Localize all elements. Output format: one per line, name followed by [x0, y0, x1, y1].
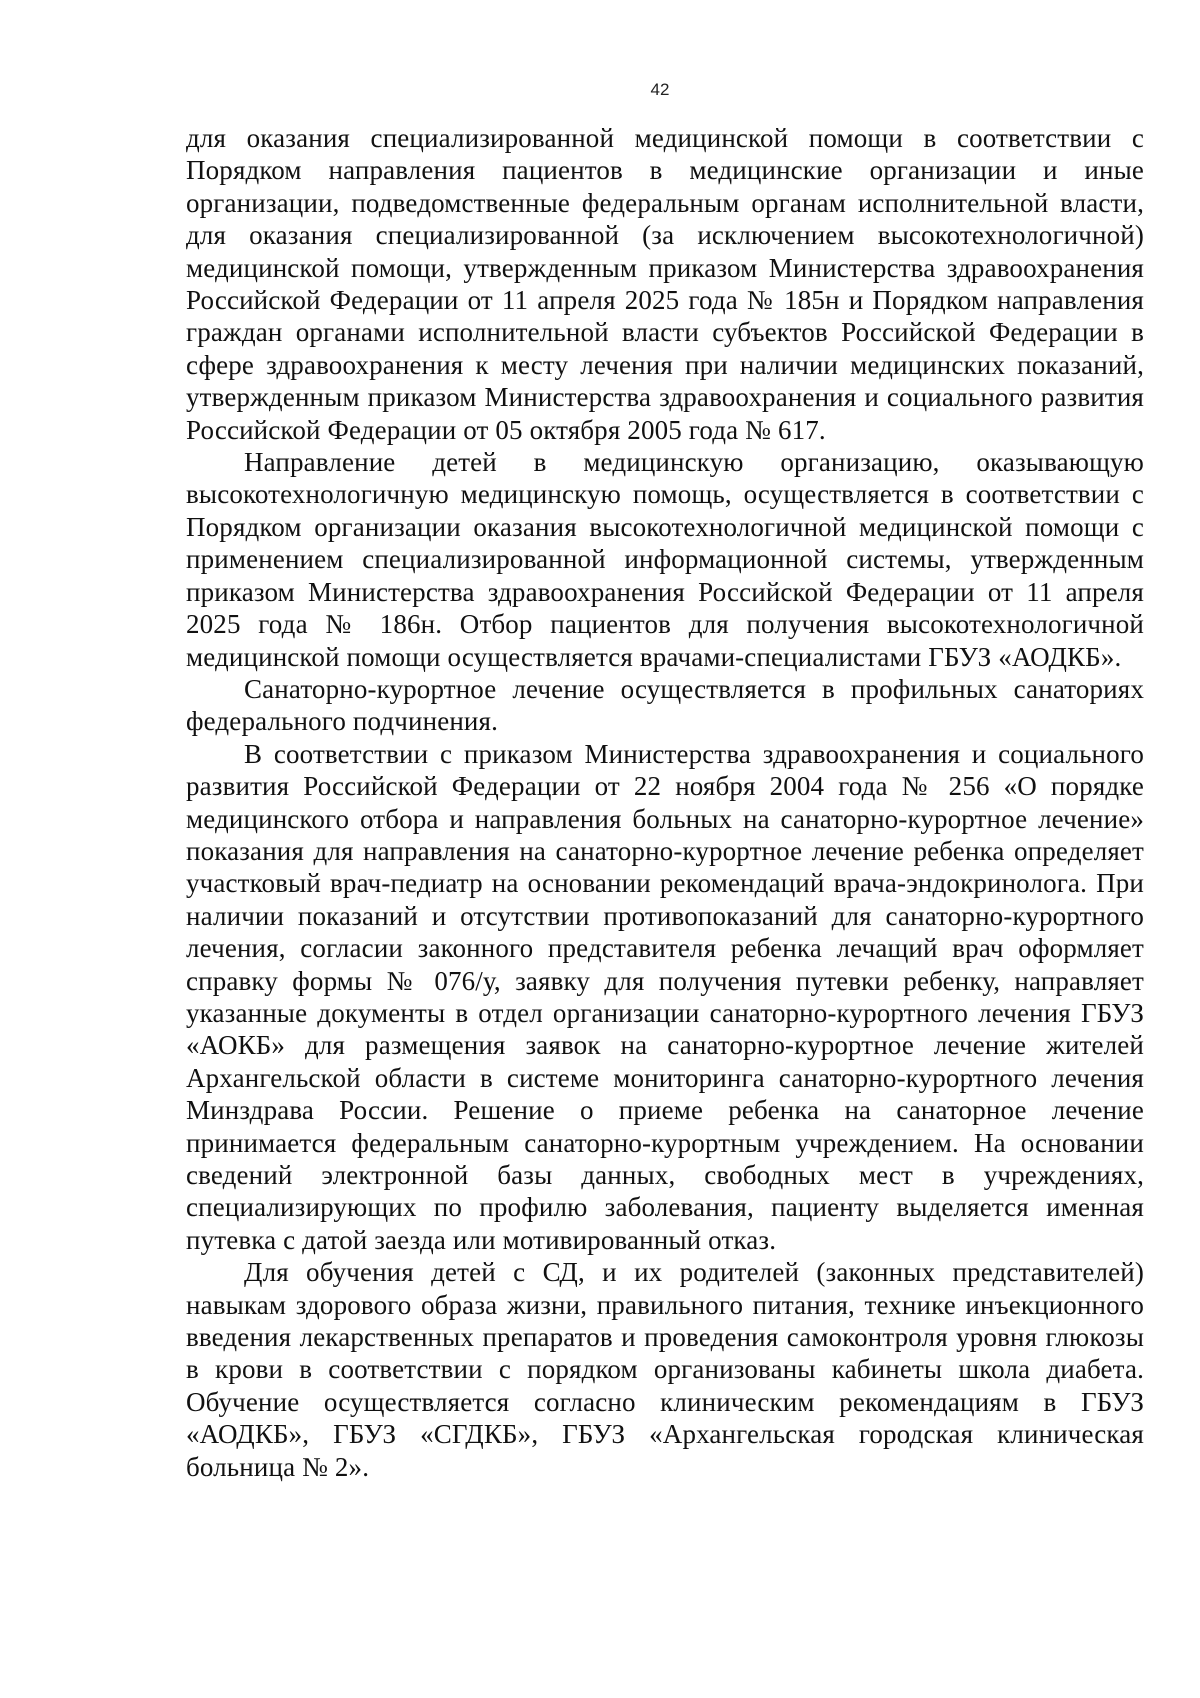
- page-number: 42: [650, 80, 670, 99]
- paragraph-high-tech-care-referral: Направление детей в медицинскую организацию, оказывающую высокотехнологичную медицинскую помощь, осуществляется в соответствии с Порядком организации оказания высокотехнологичной медицинской помощи с применением специализированной информационной системы, утвержденным приказом Министерства здравоохранения Российской Федерации от 11 апреля 2025 года № 186н. Отбор пациентов для получения высокотехнологичной медицинской помощи осуществляется врачами-специалистами ГБУЗ «АОДКБ».: [186, 447, 1144, 672]
- paragraph-specialized-care-referral: для оказания специализированной медицинской помощи в соответствии с Порядком направления пациентов в медицинские организации и иные организации, подведомственные федеральным органам исполнительной власти, для оказания специализированной (за исключением высокотехнологичной) медицинской помощи, утвержденным приказом Министерства здравоохранения Российской Федерации от 11 апреля 2025 года № 185н и Порядком направления граждан органами исполнительной власти субъектов Российской Федерации в сфере здравоохранения к месту лечения при наличии медицинских показаний, утвержденным приказом Министерства здравоохранения и социального развития Российской Федерации от 05 октября 2005 года № 617.: [186, 123, 1144, 445]
- paragraph-sanatorium-treatment: Санаторно-курортное лечение осуществляется в профильных санаториях федерального подчинения.: [186, 673, 1144, 737]
- document-body: [186, 122, 1144, 1483]
- paragraph-sanatorium-selection-order: В соответствии с приказом Министерства здравоохранения и социального развития Российской Федерации от 22 ноября 2004 года № 256 «О порядке медицинского отбора и направления больных на санаторно-курортное лечение» показания для направления на санаторно-курортное лечение ребенка определяет участковый врач-педиатр на основании рекомендаций врача-эндокринолога. При наличии показаний и отсутствии противопоказаний для санаторно-курортного лечения, согласии законного представителя ребенка лечащий врач оформляет справку формы № 076/у, заявку для получения путевки ребенку, направляет указанные документы в отдел организации санаторно-курортного лечения ГБУЗ «АОКБ» для размещения заявок на санаторно-курортное лечение жителей Архангельской области в системе мониторинга санаторно-курортного лечения Минздрава России. Решение о приеме ребенка на санаторное лечение принимается федеральным санаторно-курортным учреждением. На основании сведений электронной базы данных, свободных мест в учреждениях, специализирующих по профилю заболевания, пациенту выделяется именная путевка с датой заезда или мотивированный отказ.: [186, 738, 1144, 1255]
- paragraph-diabetes-school: Для обучения детей с СД, и их родителей (законных представителей) навыкам здорового образа жизни, правильного питания, технике инъекционного введения лекарственных препаратов и проведения самоконтроля уровня глюкозы в крови в соответствии с порядком организованы кабинеты школа диабета. Обучение осуществляется согласно клиническим рекомендациям в ГБУЗ «АОДКБ», ГБУЗ «СГДКБ», ГБУЗ «Архангельская городская клиническая больница № 2».: [186, 1257, 1144, 1482]
